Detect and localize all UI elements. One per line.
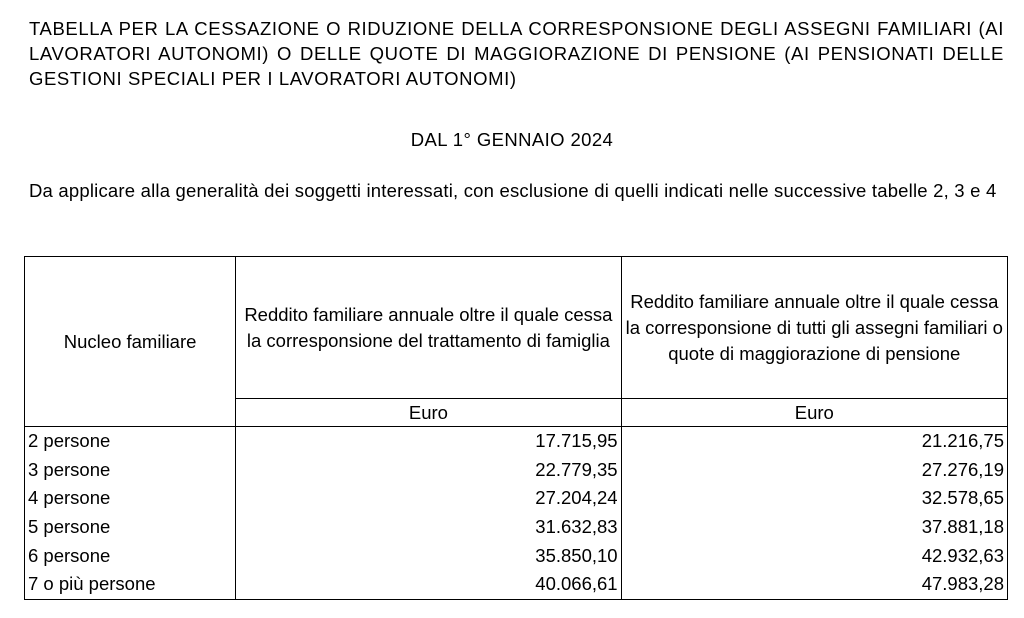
unit-label: Euro [236,399,621,427]
threshold-family-treatment-cell: 35.850,10 [236,541,621,570]
threshold-all-allowances-cell: 32.578,65 [621,484,1007,513]
household-size-cell: 2 persone [25,427,236,456]
threshold-family-treatment-cell: 22.779,35 [236,456,621,485]
table-row [25,513,1008,542]
effective-date: DAL 1° GENNAIO 2024 [410,129,614,150]
income-threshold-table [24,256,1008,600]
column-header-household: Nucleo familiare [25,257,236,427]
threshold-family-treatment-cell: 31.632,83 [236,513,621,542]
threshold-all-allowances-cell: 21.216,75 [621,427,1007,456]
household-size-cell: 6 persone [25,541,236,570]
document-title: TABELLA PER LA CESSAZIONE O RIDUZIONE DELLA CORRESPONSIONE DEGLI ASSEGNI FAMILIARI (AI LAVORATORI AUTONOMI) O DELLE QUOTE DI MAGGIORAZIONE DI PENSIONE (AI PENSIONATI DELLE GESTIONI SPECIALI PER I LAVORATORI AUTONOMI) [29,18,1004,89]
table-header-row [25,257,1008,399]
threshold-family-treatment-cell: 40.066,61 [236,570,621,599]
table-row [25,427,1008,456]
threshold-all-allowances-cell: 27.276,19 [621,456,1007,485]
household-size-cell: 3 persone [25,456,236,485]
table-row [25,484,1008,513]
household-size-cell: 7 o più persone [25,570,236,599]
table-row [25,456,1008,485]
threshold-all-allowances-cell: 47.983,28 [621,570,1007,599]
household-size-cell: 5 persone [25,513,236,542]
threshold-family-treatment-cell: 17.715,95 [236,427,621,456]
household-size-cell: 4 persone [25,484,236,513]
threshold-family-treatment-cell: 27.204,24 [236,484,621,513]
unit-label: Euro [621,399,1007,427]
threshold-all-allowances-cell: 42.932,63 [621,541,1007,570]
column-header-threshold-all-allowances: Reddito familiare annuale oltre il quale cessa la corresponsione di tutti gli assegni familiari o quote di maggiorazione di pensione [621,257,1007,399]
table-row [25,541,1008,570]
column-header-threshold-family-treatment: Reddito familiare annuale oltre il quale cessa la corresponsione del trattamento di famiglia [236,257,621,399]
threshold-all-allowances-cell: 37.881,18 [621,513,1007,542]
table-row [25,570,1008,599]
applicability-note: Da applicare alla generalità dei soggetti interessati, con esclusione di quelli indicati nelle successive tabelle 2, 3 e 4 [29,180,997,201]
